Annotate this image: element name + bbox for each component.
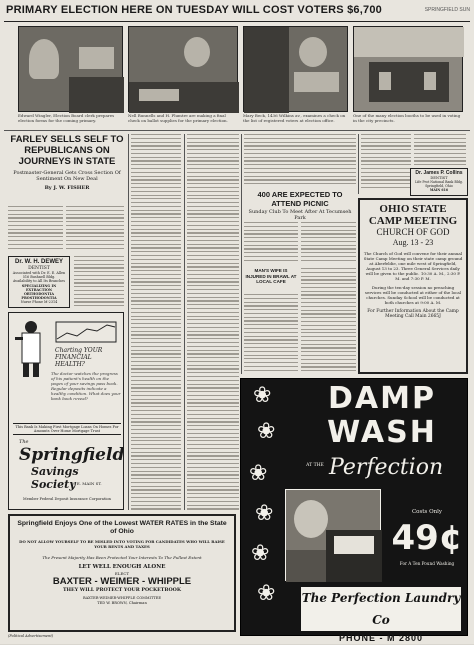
dentist-line-6: PROSTHODONTIA	[21, 296, 57, 301]
injured-headline: MAN'S WIFE IS INJURED IN BRAWL AT LOCAL CAFE	[245, 268, 297, 285]
farley-body-text	[8, 206, 63, 254]
chart-icon	[55, 321, 117, 343]
camp-body-2: During the ten-day session no preaching services will be conducted at either of the local churches. Sunday School will be conducted at both churches at 9:00 A. M.	[364, 285, 462, 305]
caption-3: Mary Beck, 1436 Wilkins av., examines a check on the list of registered voters at election office.	[243, 113, 346, 123]
collins-line-1: Springfield, Ohio	[425, 184, 453, 189]
dentist-line-1: 516 Bushnell Bldg.	[22, 275, 56, 280]
collins-title: DENTIST	[430, 176, 448, 180]
laundry-phone: PHONE - M 2800	[338, 633, 424, 643]
farley-subhead: Postmaster-General Gets Cross Section Of Sentiment On New Deal	[13, 170, 121, 182]
laundry-photo	[285, 489, 381, 581]
banner	[4, 2, 470, 22]
farley-story-header	[8, 134, 126, 206]
leaf-icon: ❀	[255, 501, 274, 526]
camp-body: The Church of God will convene for their annual State Camp Meeting on their state camp ground at Aberfeldie, one mile west of Springfield, August 13 to 23. Three General Services daily will be given to the public. 10:30 A. M., 2:30 P. M. and 7:30 P. M.	[363, 251, 463, 281]
nurse-illustration	[13, 317, 49, 379]
picnic-lead-text	[244, 134, 356, 188]
dentist-line-5: ORTHODONTIA	[23, 292, 55, 297]
laundry-per-washing: For A Ten Pound Washing	[399, 561, 455, 566]
photo-election-clerk	[18, 26, 123, 112]
injured-story-header	[244, 268, 298, 292]
dentist-line-4: EXTRACTION	[25, 287, 53, 292]
leaf-icon: ❀	[251, 541, 270, 566]
collins-line-2: MAIN 616	[429, 188, 449, 193]
dentist-line-0: Associated with Dr. E. E. Allen	[12, 271, 66, 275]
dentist-name: Dr. W. H. DEWEY	[14, 259, 63, 265]
farley-body-text-2	[66, 206, 124, 254]
collins-dentist-ad	[410, 168, 468, 196]
right-column-text	[361, 134, 411, 194]
caption-1: Edward Wingler, Election Board clerk prepares election forms for the coming primary.	[18, 113, 115, 123]
right-column-text-2	[414, 134, 466, 168]
dentist-title: DENTIST	[28, 266, 50, 271]
leaf-icon: ❀	[257, 581, 276, 606]
savings-member: Member Federal Deposit Insurance Corporation	[23, 497, 111, 501]
laundry-title-wash: WASH	[327, 415, 437, 450]
picnic-body-text-3	[301, 268, 356, 374]
laundry-company-box	[301, 587, 461, 643]
dentist-line-2: Availability to All Its Branches	[12, 279, 66, 284]
water-slogan: LET WELL ENOUGH ALONE	[78, 564, 166, 571]
collins-name: Dr. James P. Collins	[415, 170, 463, 176]
savings-address: 9 E. MAIN ST.	[73, 481, 102, 486]
middle-column-text	[131, 134, 181, 510]
photo-election-booth	[353, 26, 463, 112]
laundry-at-the: AT THE	[306, 463, 324, 468]
banner-headline: PRIMARY ELECTION HERE ON TUESDAY WILL COST VOTERS $6,700	[6, 4, 382, 16]
water-note: The Present Majority Has Been Protected Your Interests To The Fullest Extent	[42, 555, 202, 561]
water-chair: TED W. BROWN, Chairman	[97, 600, 147, 605]
injured-body-text	[244, 294, 298, 374]
camp-footer: For Further Information About the Camp Meeting Call Main 2665J	[367, 309, 459, 320]
farley-byline: By J. W. FISHER	[44, 185, 90, 191]
savings-ad	[8, 312, 124, 510]
savings-name-the: The	[19, 439, 29, 445]
photo-ballot-check	[128, 26, 238, 112]
caption-4: One of the many election booths to be used in voting in the city precincts.	[353, 113, 461, 123]
collins-line-0: Life Prot National Bank Bldg.	[415, 180, 463, 185]
water-committee: BAXTER-WEIMER-WHIPPLE COMMITTEE	[82, 596, 162, 601]
savings-tagline: Charting YOUR FINANCIAL HEALTH?	[55, 347, 103, 368]
dentist-ad	[8, 256, 70, 308]
picnic-story-header	[244, 190, 356, 220]
camp-meeting-ad	[358, 198, 468, 374]
picnic-subhead: Sunday Club To Meet After At Tecumseh Park	[248, 209, 352, 221]
political-footnote: (Political Advertisement)	[8, 634, 54, 638]
picnic-body-text-2	[301, 222, 356, 266]
picnic-body-text	[244, 222, 298, 266]
dentist-line-7: Nurse Phone M-2314	[20, 300, 58, 305]
leaf-icon: ❀	[253, 383, 272, 408]
camp-title-1: OHIO STATE	[379, 203, 447, 215]
camp-title-2: CAMP MEETING	[368, 215, 458, 227]
leaf-icon: ❀	[257, 419, 276, 444]
water-elect: ELECT	[114, 571, 130, 577]
laundry-title-damp: DAMP	[328, 381, 436, 416]
water-tagline: THEY WILL PROTECT YOUR POCKETBOOK	[62, 587, 182, 594]
water-warning: DO NOT ALLOW YOURSELF TO BE MISLED INTO VOTING FOR CANDIDATES WHO WILL RAISE YOUR RENTS AND TAXES	[19, 539, 225, 549]
savings-name-springfield: Springfield	[19, 445, 125, 465]
farley-body-text-3	[74, 256, 124, 308]
farley-headline: FARLEY SELLS SELF TO REPUBLICANS ON JOURNEYS IN STATE	[10, 134, 124, 167]
camp-dates: Aug. 13 - 23	[392, 238, 434, 247]
savings-note: This Bank Is Making First Mortgage Loans On Homes For Amounts Over Home Mortgage Trust	[13, 423, 121, 435]
laundry-perfection-script: Perfection	[329, 455, 444, 480]
dentist-line-3: SPECIALIZING IN	[21, 283, 57, 288]
banner-dateline: SPRINGFIELD SUN	[424, 7, 470, 13]
savings-name-society: Savings Society	[31, 465, 79, 491]
picnic-headline: 400 ARE EXPECTED TO ATTEND PICNIC	[257, 190, 343, 208]
camp-church: CHURCH OF GOD	[376, 227, 450, 237]
middle-column-text-2	[187, 134, 239, 510]
water-headline: Springfield Enjoys One of the Lowest WATER RATES in the State of Ohio	[17, 520, 227, 535]
laundry-costs-only: Costs Only	[411, 509, 443, 515]
savings-body: The doctor watches the progress of his patient's health on the pages of your savings pass book. Regular deposits indicate a healthy condition. What does your bank book reveal?	[51, 371, 121, 401]
laundry-ad	[240, 378, 468, 643]
caption-2: Nell Runnells and H. Plumtre are making a final check on ballot supplies for the primary election.	[128, 113, 228, 123]
laundry-price: 49¢	[391, 518, 463, 558]
photo-voter-list	[243, 26, 348, 112]
water-rates-ad	[8, 514, 236, 632]
water-candidate-names: BAXTER - WEIMER - WHIPPLE	[52, 576, 192, 588]
laundry-company-name: The Perfection Laundry Co	[301, 591, 461, 627]
leaf-icon: ❀	[249, 461, 268, 486]
